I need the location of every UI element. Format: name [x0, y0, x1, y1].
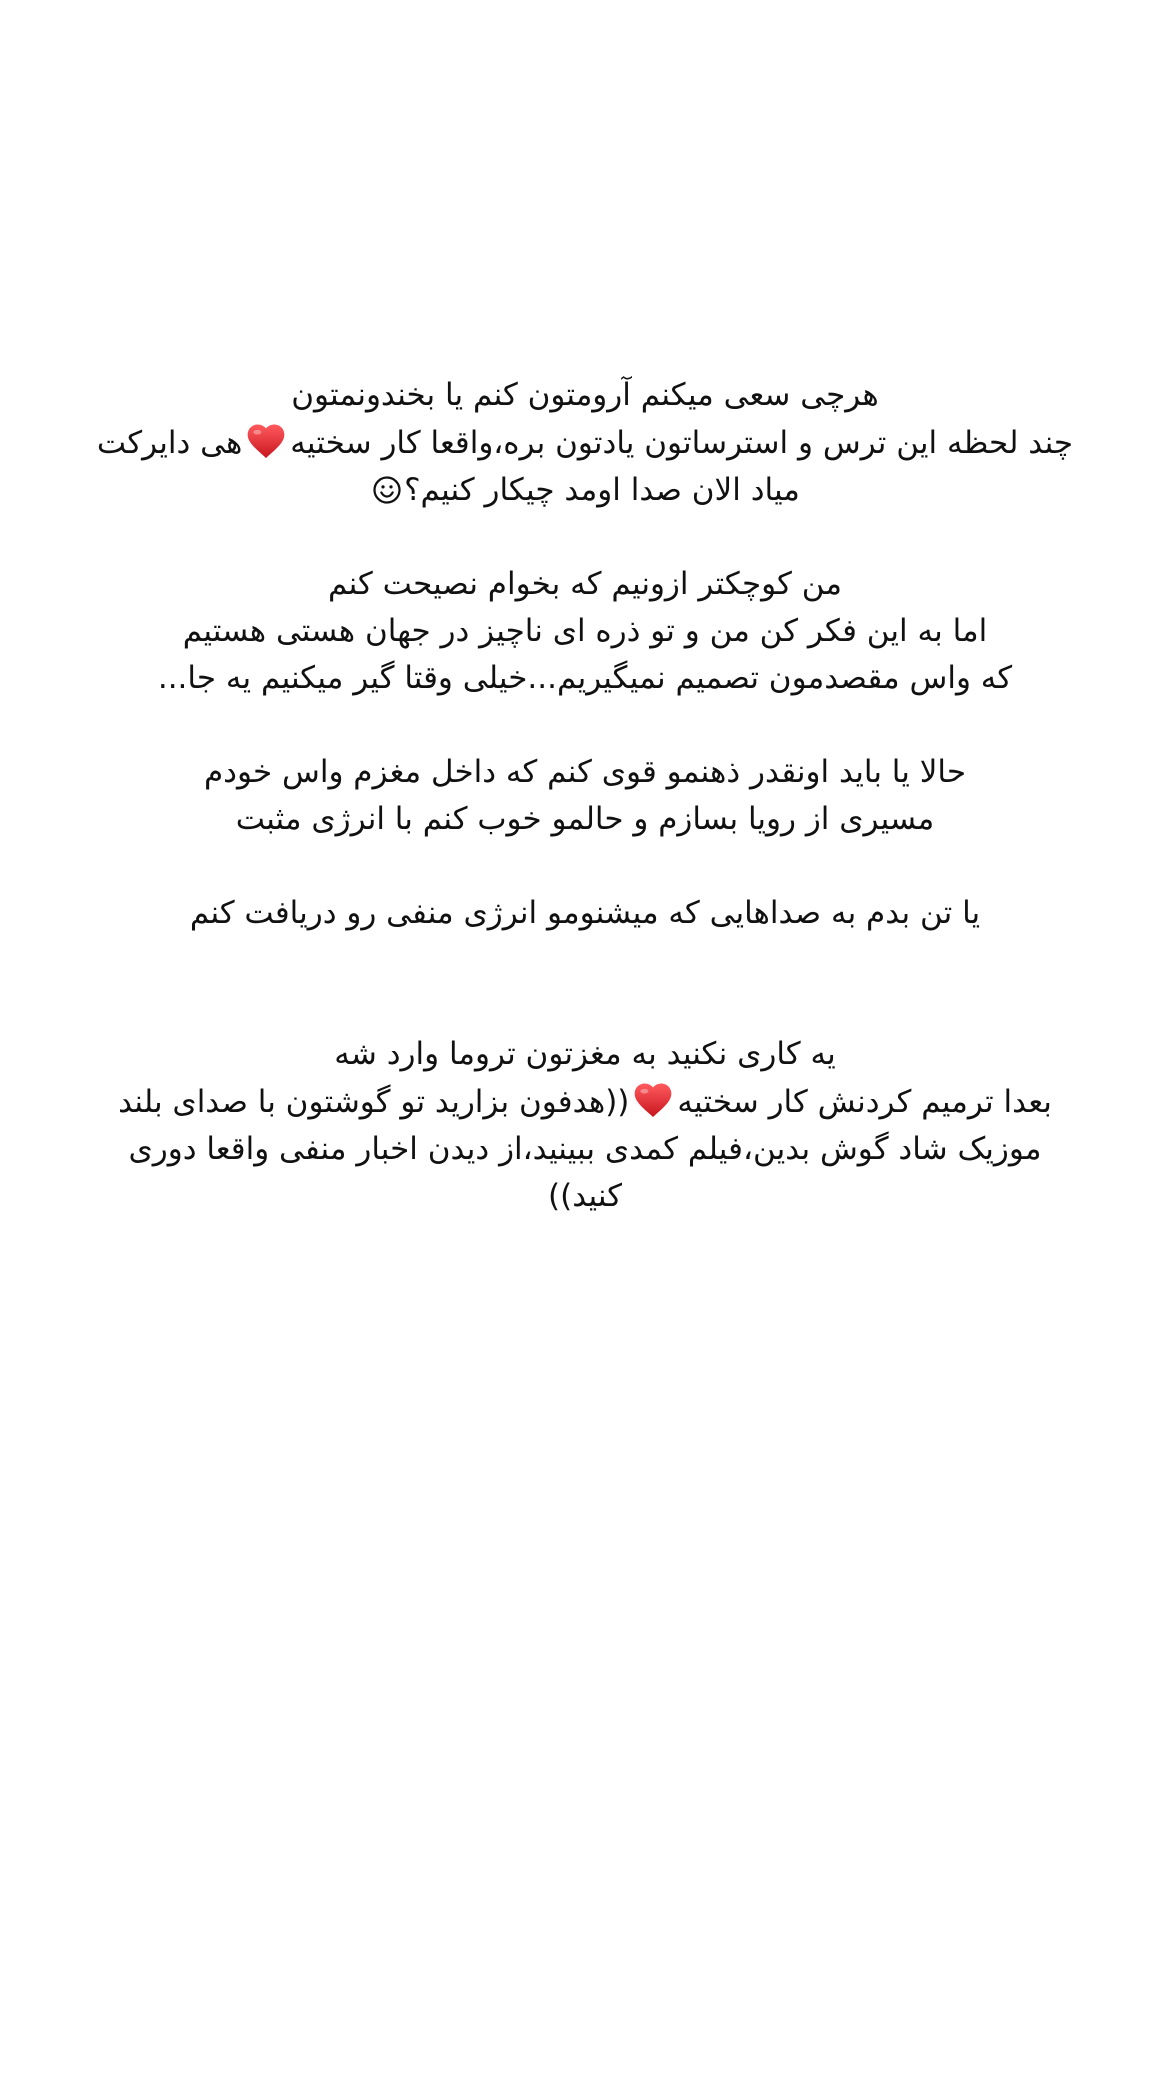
text-segment: ((هدفون بزارید تو گوشتون با صدای بلند	[118, 1084, 630, 1120]
text-line: حالا یا باید اونقدر ذهنمو قوی کنم که داخل مغزم واس خودم	[203, 754, 967, 790]
text-line: که واس مقصدمون تصمیم نمیگیریم...خیلی وقتا گیر میکنیم یه جا...	[157, 660, 1013, 696]
paragraph-gap	[0, 702, 1170, 749]
paragraph-1	[0, 372, 1170, 514]
text-line	[70, 419, 1100, 467]
text-line: مسیری از رویا بسازم و حالمو خوب کنم با انرژی مثبت	[235, 801, 935, 837]
text-line: من کوچکتر ازونیم که بخوام نصیحت کنم	[328, 566, 842, 602]
paragraph-2	[0, 561, 1170, 702]
text-line: یا تن بدم به صداهایی که میشنومو انرژی منفی رو دریافت کنم	[189, 895, 981, 931]
smiley-icon	[372, 475, 402, 505]
paragraph-gap	[0, 937, 1170, 1031]
text-segment: میاد الان صدا اومد چیکار کنیم؟	[404, 472, 800, 508]
text-segment: چند لحظه این ترس و استرساتون یادتون بره،واقعا کار سختیه	[290, 425, 1074, 461]
paragraph-4	[0, 890, 1170, 937]
text-line: یه کاری نکنید به مغزتون تروما وارد شه	[334, 1036, 836, 1072]
heart-icon	[244, 419, 288, 463]
paragraph-3	[0, 749, 1170, 843]
text-line: اما به این فکر کن من و تو ذره ای ناچیز در جهان هستی هستیم	[182, 613, 988, 649]
text-line: کنید))	[548, 1178, 622, 1214]
paragraph-gap	[0, 843, 1170, 890]
text-line	[70, 467, 1100, 514]
story-text	[0, 372, 1170, 1220]
text-segment: بعدا ترمیم کردنش کار سختیه	[677, 1084, 1052, 1120]
text-segment: هی دایرکت	[96, 425, 243, 461]
paragraph-5	[0, 1031, 1170, 1220]
heart-icon	[631, 1078, 675, 1122]
paragraph-gap	[0, 514, 1170, 561]
text-line: موزیک شاد گوش بدین،فیلم کمدی ببینید،از دیدن اخبار منفی واقعا دوری	[128, 1131, 1042, 1167]
text-line	[70, 1078, 1100, 1126]
text-line: هرچی سعی میکنم آرومتون کنم یا بخندونمتون	[291, 377, 879, 413]
